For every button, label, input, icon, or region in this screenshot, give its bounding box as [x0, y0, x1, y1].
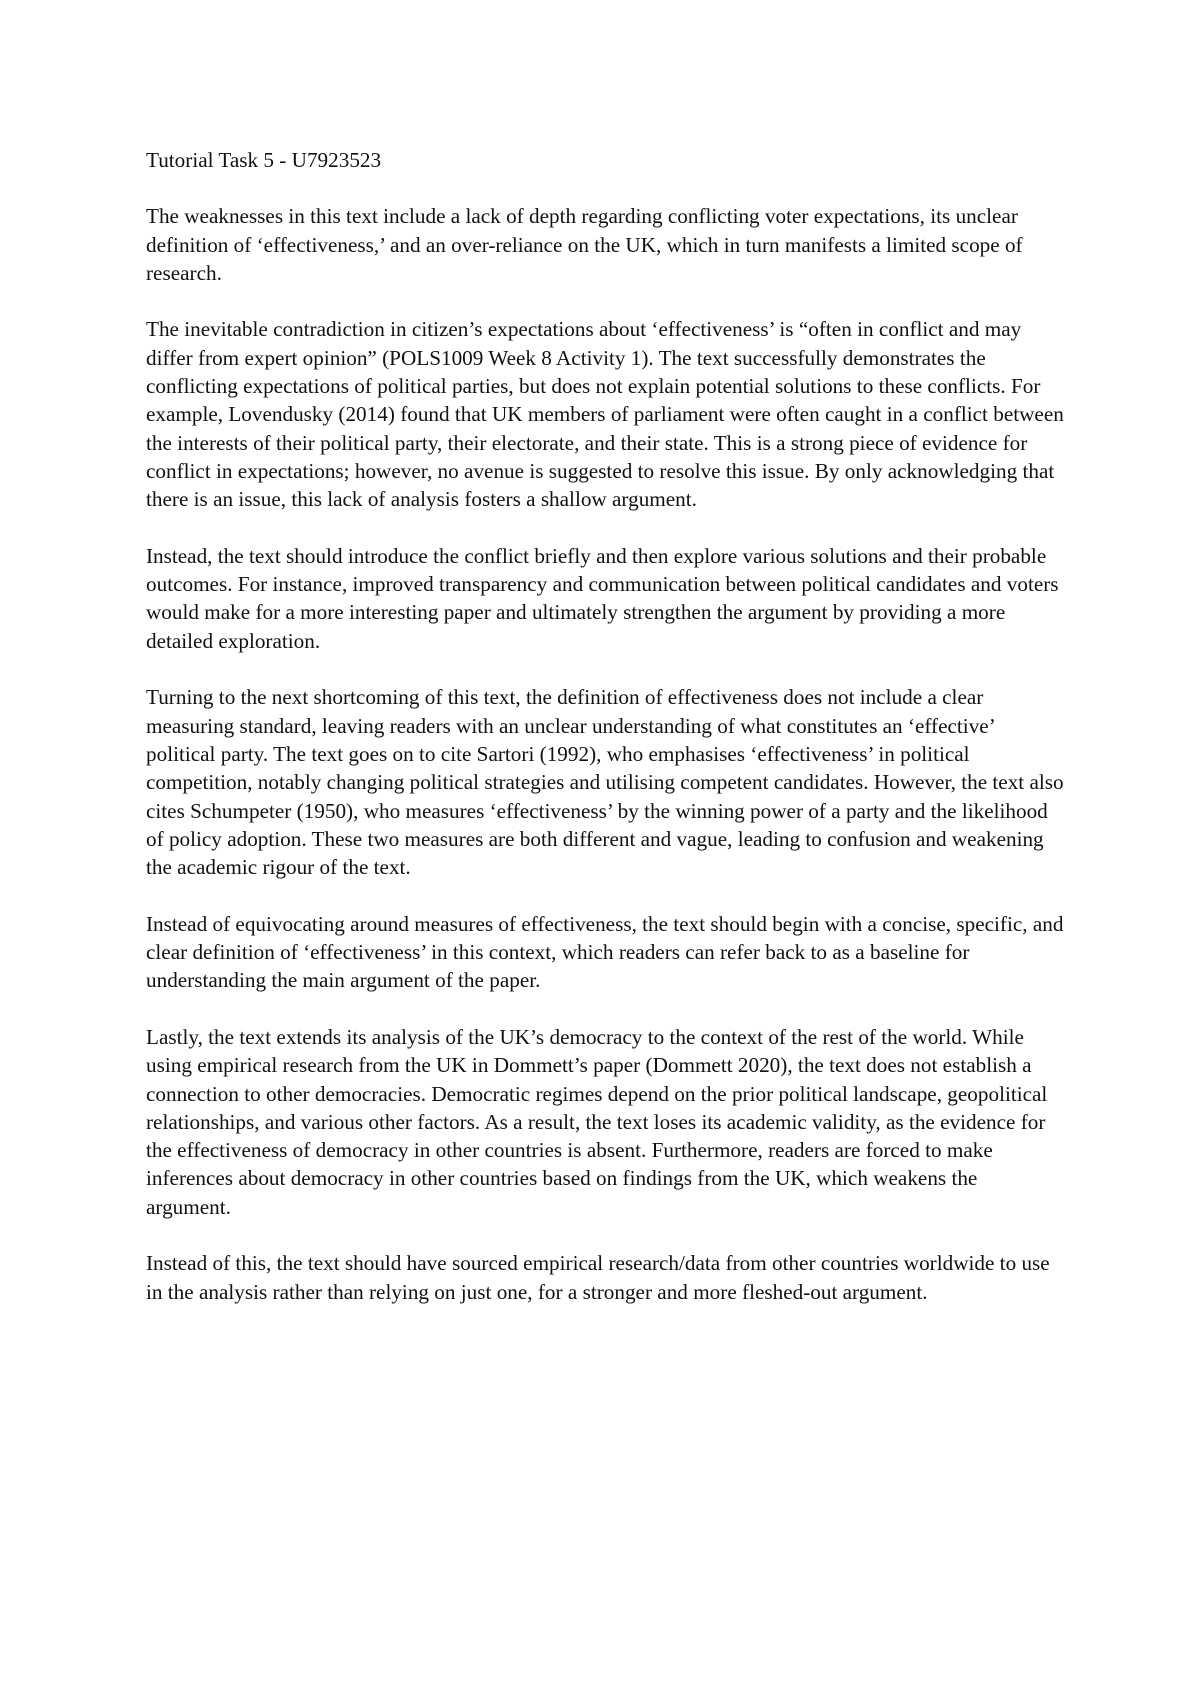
document-body	[146, 146, 1066, 1334]
paragraph-uk-reliance: Lastly, the text extends its analysis of the UK’s democracy to the context of the rest of the world. While using empirical research from the UK in Dommett’s paper (Dommett 2020), the text does not establish a connection to other democracies. Democratic regimes depend on the prior political landscape, geopolitical relationships, and various other factors. As a result, the text loses its academic validity, as the evidence for the effectiveness of democracy in other countries is absent. Furthermore, readers are forced to make inferences about democracy in other countries based on findings from the UK, which weakens the argument.	[146, 1024, 1048, 1219]
paragraph-research-recommendation: Instead of this, the text should have sourced empirical research/data from other countries worldwide to use in the analysis rather than relying on just one, for a stronger and more fleshed-out argument.	[146, 1251, 1050, 1304]
paragraph-definition-recommendation: Instead of equivocating around measures of effectiveness, the text should begin with a concise, specific, and clear definition of ‘effectiveness’ in this context, which readers can refer back to as a baseline for understanding the main argument of the paper.	[146, 911, 1064, 993]
paragraph-intro: The weaknesses in this text include a lack of depth regarding conflicting voter expectations, its unclear definition of ‘effectiveness,’ and an over-reliance on the UK, which in turn manifests a limited scope of research.	[146, 204, 1023, 285]
paragraph-voter-expectations: The inevitable contradiction in citizen’s expectations about ‘effectiveness’ is “often in conflict and may differ from expert opinion” (POLS1009 Week 8 Activity 1). The text successfully demonstrates the conflicting expectations of political parties, but does not explain potential solutions to these conflicts. For example, Lovendusky (2014) found that UK members of parliament were often caught in a conflict between the interests of their political party, their electorate, and their state. This is a strong piece of evidence for conflict in expectations; however, no avenue is suggested to resolve this issue. By only acknowledging that there is an issue, this lack of analysis fosters a shallow argument.	[146, 317, 1064, 512]
paragraph-effectiveness-definition: Turning to the next shortcoming of this text, the definition of effectiveness does not include a clear measuring standard, leaving readers with an unclear understanding of what constitutes an ‘effective’ political party. The text goes on to cite Sartori (1992), who emphasises ‘effectiveness’ in political competition, notably changing political strategies and utilising competent candidates. However, the text also cites Schumpeter (1950), who measures ‘effectiveness’ by the winning power of a party and the likelihood of policy adoption. These two measures are both different and vague, leading to confusion and weakening the academic rigour of the text.	[146, 685, 1064, 880]
paragraph-conflict-solutions: Instead, the text should introduce the conflict briefly and then explore various solutions and their probable outcomes. For instance, improved transparency and communication between political candidates and voters would make for a more interesting paper and ultimately strengthen the argument by providing a more detailed exploration.	[146, 543, 1059, 653]
document-title: Tutorial Task 5 - U7923523	[146, 148, 382, 172]
